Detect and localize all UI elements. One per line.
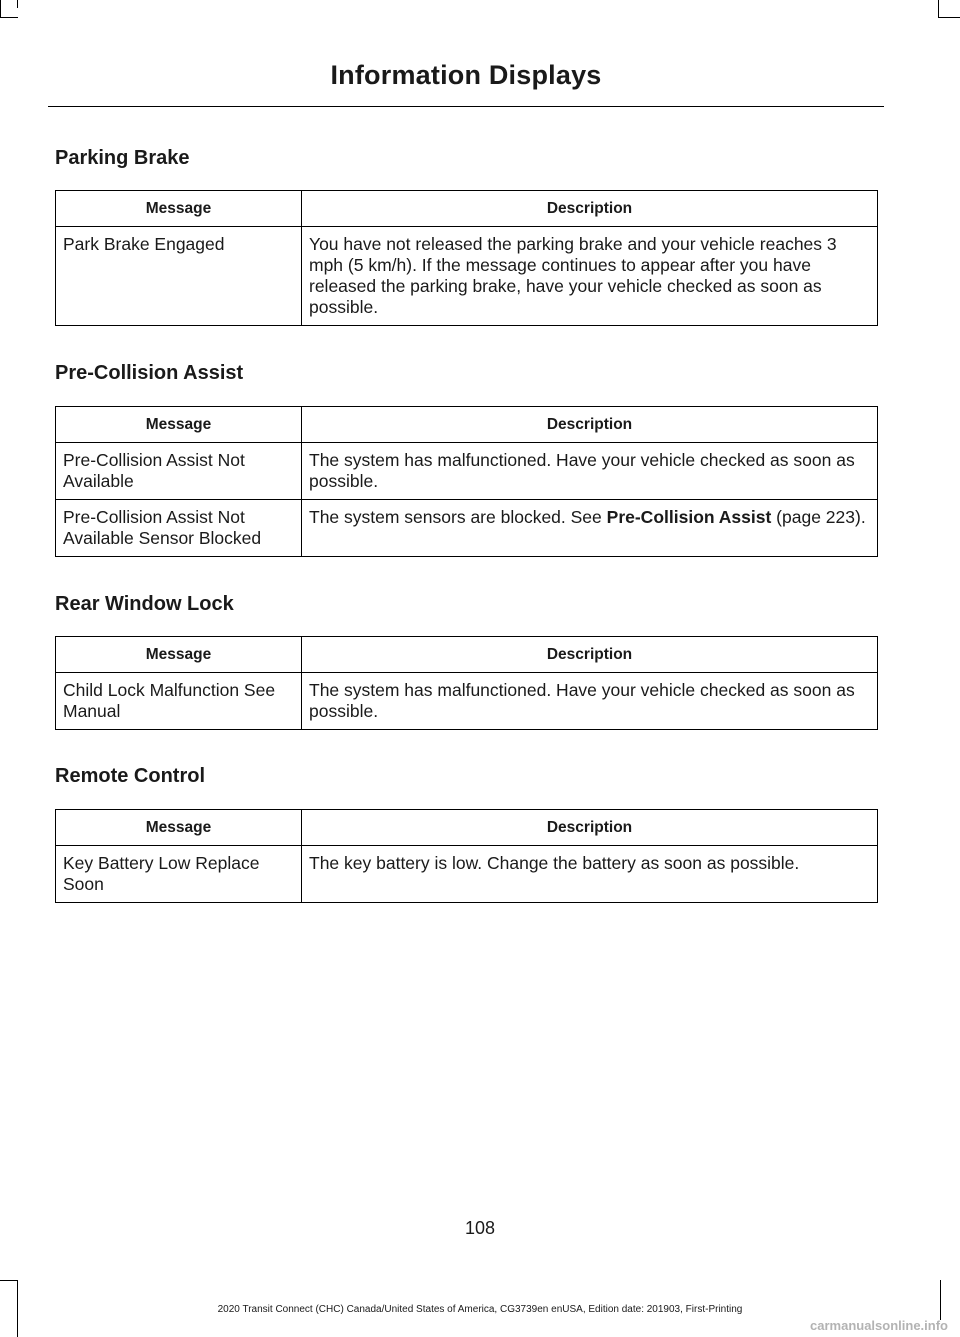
table-row	[56, 673, 878, 730]
message-cell: Child Lock Malfunction See Manual	[56, 673, 302, 730]
description-cell	[302, 500, 878, 557]
message-cell: Pre-Collision Assist Not Available Sensor Blocked	[56, 500, 302, 557]
section-title-pre-collision-assist: Pre-Collision Assist	[55, 362, 244, 384]
description-text: The system sensors are blocked. See	[309, 507, 607, 527]
rear-window-lock-table	[55, 636, 878, 730]
column-header-message: Message	[56, 191, 302, 227]
crop-mark	[17, 0, 18, 8]
crop-mark	[0, 0, 1, 18]
watermark: carmanualsonline.info	[810, 1318, 948, 1333]
parking-brake-table	[55, 190, 878, 326]
column-header-description: Description	[302, 191, 878, 227]
column-header-description: Description	[302, 637, 878, 673]
message-cell: Key Battery Low Replace Soon	[56, 846, 302, 903]
table-row	[56, 500, 878, 557]
remote-control-table	[55, 809, 878, 903]
page-title: Information Displays	[330, 60, 602, 90]
page-number: 108	[464, 1218, 496, 1238]
table-row	[56, 227, 878, 326]
crop-mark	[938, 17, 960, 18]
crop-mark	[938, 0, 939, 18]
description-cell: You have not released the parking brake and your vehicle reaches 3 mph (5 km/h). If the message continues to appear after you have released the parking brake, have your vehicle checked as soon as possible.	[302, 227, 878, 326]
message-cell: Pre-Collision Assist Not Available	[56, 443, 302, 500]
crop-mark	[0, 1280, 18, 1281]
cross-reference-link[interactable]: Pre-Collision Assist	[606, 507, 772, 527]
section-title-parking-brake: Parking Brake	[55, 147, 190, 169]
description-cell: The key battery is low. Change the battery as soon as possible.	[302, 846, 878, 903]
table-row	[56, 846, 878, 903]
column-header-description: Description	[302, 407, 878, 443]
column-header-message: Message	[56, 407, 302, 443]
description-cell: The system has malfunctioned. Have your vehicle checked as soon as possible.	[302, 443, 878, 500]
page-reference: (page 223).	[771, 507, 866, 527]
pre-collision-assist-table	[55, 406, 878, 557]
footer-edition-text: 2020 Transit Connect (CHC) Canada/United States of America, CG3739en enUSA, Edition date: 201903, First-Printing	[217, 1304, 743, 1315]
table-row	[56, 443, 878, 500]
column-header-message: Message	[56, 637, 302, 673]
header-rule	[48, 106, 884, 107]
description-cell: The system has malfunctioned. Have your vehicle checked as soon as possible.	[302, 673, 878, 730]
column-header-message: Message	[56, 810, 302, 846]
crop-mark	[0, 17, 18, 18]
message-cell: Park Brake Engaged	[56, 227, 302, 326]
section-title-rear-window-lock: Rear Window Lock	[55, 593, 234, 615]
column-header-description: Description	[302, 810, 878, 846]
section-title-remote-control: Remote Control	[55, 765, 205, 787]
